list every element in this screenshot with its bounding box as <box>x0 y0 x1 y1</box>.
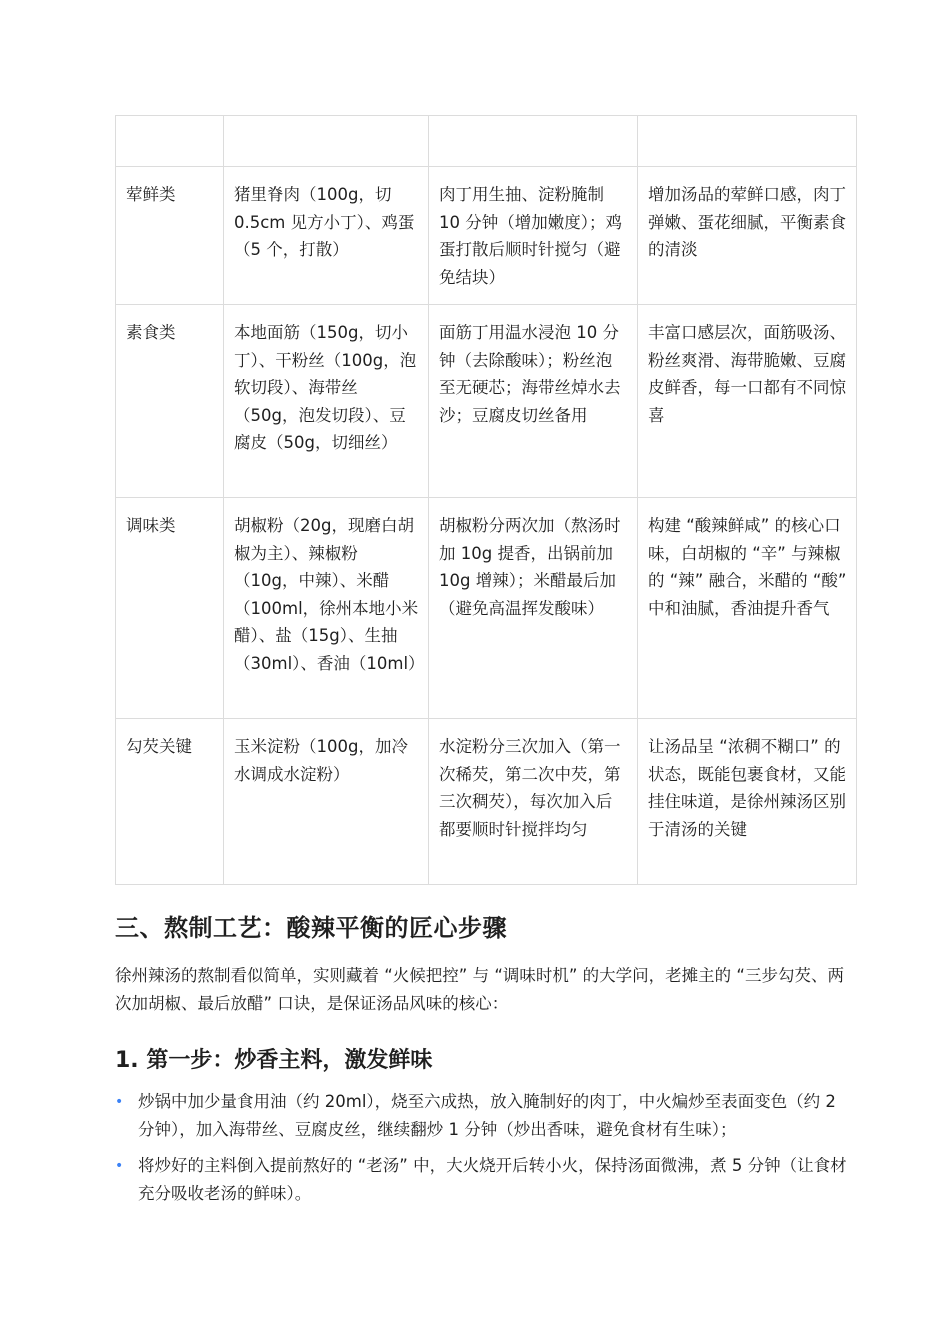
category-cell: 荤鲜类 <box>116 167 224 305</box>
purpose-cell: 增加汤品的荤鲜口感，肉丁弹嫩、蛋花细腻，平衡素食的清淡 <box>638 167 857 305</box>
table-row <box>116 305 857 498</box>
table-row <box>116 498 857 719</box>
category-cell: 勾芡关键 <box>116 719 224 885</box>
table-row <box>116 167 857 305</box>
section-heading: 三、熬制工艺：酸辣平衡的匠心步骤 <box>115 914 507 942</box>
purpose-cell: 让汤品呈 “浓稠不糊口” 的状态，既能包裹食材，又能挂住味道，是徐州辣汤区别于清汤的关键 <box>638 719 857 885</box>
ingredients-cell: 本地面筋（150g，切小丁）、干粉丝（100g，泡软切段）、海带丝（50g，泡发切段）、豆腐皮（50g，切细丝） <box>224 305 429 498</box>
table-row-top-cut <box>116 116 857 167</box>
table-cell <box>116 116 224 167</box>
section-intro: 徐州辣汤的熬制看似简单，实则藏着 “火候把控” 与 “调味时机” 的大学问，老摊主的 “三步勾芡、两次加胡椒、最后放醋” 口诀，是保证汤品风味的核心： <box>115 966 844 1013</box>
list-item <box>115 1152 855 1208</box>
step-heading: 1. 第一步：炒香主料，激发鲜味 <box>115 1048 433 1073</box>
list-item-text: 炒锅中加少量食用油（约 20ml），烧至六成热，放入腌制好的肉丁，中火煸炒至表面变色（约 2 分钟），加入海带丝、豆腐皮丝，继续翻炒 1 分钟（炒出香味，避免食材有生味）； <box>138 1092 836 1139</box>
category-cell: 调味类 <box>116 498 224 719</box>
bullet-icon: • <box>115 1158 124 1174</box>
ingredients-cell: 玉米淀粉（100g，加冷水调成水淀粉） <box>224 719 429 885</box>
ingredients-cell: 猪里脊肉（100g，切 0.5cm 见方小丁）、鸡蛋（5 个，打散） <box>224 167 429 305</box>
table-cell <box>638 116 857 167</box>
processing-cell: 面筋丁用温水浸泡 10 分钟（去除酸味）；粉丝泡至无硬芯；海带丝焯水去沙；豆腐皮切丝备用 <box>429 305 638 498</box>
purpose-cell: 构建 “酸辣鲜咸” 的核心口味，白胡椒的 “辛” 与辣椒的 “辣” 融合，米醋的 “酸” 中和油腻，香油提升香气 <box>638 498 857 719</box>
list-item <box>115 1088 855 1144</box>
category-cell: 素食类 <box>116 305 224 498</box>
step-bullet-list <box>115 1088 855 1216</box>
list-item-text: 将炒好的主料倒入提前熬好的 “老汤” 中，大火烧开后转小火，保持汤面微沸，煮 5 分钟（让食材充分吸收老汤的鲜味）。 <box>138 1156 847 1203</box>
processing-cell: 肉丁用生抽、淀粉腌制 10 分钟（增加嫩度）；鸡蛋打散后顺时针搅匀（避免结块） <box>429 167 638 305</box>
table-row <box>116 719 857 885</box>
table-cell <box>429 116 638 167</box>
purpose-cell: 丰富口感层次，面筋吸汤、粉丝爽滑、海带脆嫩、豆腐皮鲜香，每一口都有不同惊喜 <box>638 305 857 498</box>
bullet-icon: • <box>115 1094 124 1110</box>
ingredients-cell: 胡椒粉（20g，现磨白胡椒为主）、辣椒粉（10g，中辣）、米醋（100ml，徐州本地小米醋）、盐（15g）、生抽（30ml）、香油（10ml） <box>224 498 429 719</box>
table-cell <box>224 116 429 167</box>
processing-cell: 水淀粉分三次加入（第一次稀芡，第二次中芡，第三次稠芡），每次加入后都要顺时针搅拌均匀 <box>429 719 638 885</box>
ingredients-table <box>115 115 857 885</box>
processing-cell: 胡椒粉分两次加（熬汤时加 10g 提香，出锅前加 10g 增辣）；米醋最后加（避免高温挥发酸味） <box>429 498 638 719</box>
